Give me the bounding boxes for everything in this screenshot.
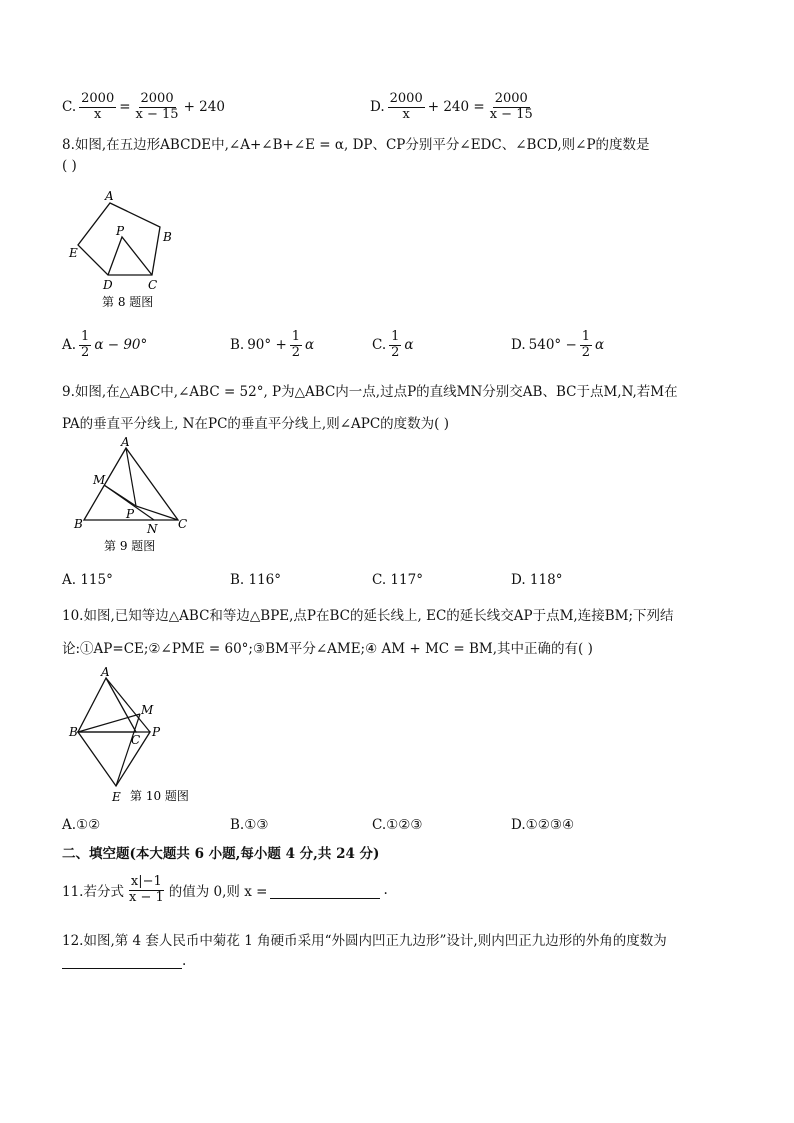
section-heading: 二、填空题(本大题共 6 小题,每小题 4 分,共 24 分) (62, 846, 380, 862)
q11-stem: 11.若分式 $\frac{x|-1}{x - 1}$ 的值为 0,则 x = . (62, 874, 388, 905)
fraction: $\frac{2000}{x - 15}$ (135, 91, 179, 122)
segment-em (116, 714, 140, 786)
option-label: D. (370, 99, 385, 116)
answer-blank[interactable] (62, 952, 182, 969)
fraction: $\frac{1}{2}$ (291, 329, 301, 360)
q10-figure (66, 664, 206, 809)
q12-stem: 12.如图,第 4 套人民币中菊花 1 角硬币采用“外圆内凹正九边形”设计,则内凹正九边形的外角的度数为 (62, 933, 667, 949)
pentagon-abcde (78, 203, 160, 275)
fraction: $\frac{2000}{x}$ (81, 91, 115, 122)
figure-caption: 第 10 题图 (130, 789, 189, 803)
label-a: A (105, 189, 114, 203)
label-e: E (112, 790, 121, 804)
segment-mp (104, 485, 136, 506)
answer-blank[interactable] (270, 882, 380, 899)
fraction: $\frac{2000}{x - 15}$ (489, 91, 533, 122)
q10-stem-line2: 论:①AP=CE;②∠PME = 60°;③BM平分∠AME;④ AM + MC = BM,其中正确的有( ) (62, 641, 593, 657)
q10-option-d: D.①②③④ (511, 817, 575, 833)
label-c: C (178, 517, 188, 531)
q9-option-c: C. 117° (372, 572, 423, 588)
segment-pc (136, 506, 178, 520)
label-e: E (69, 246, 78, 260)
figure-caption: 第 9 题图 (104, 539, 156, 553)
q8-option-c: C. $\frac{1}{2}$ α (372, 329, 414, 360)
q8-figure (62, 185, 192, 315)
q7-option-d: D. $\frac{2000}{x}$ + 240 = $\frac{2000}{x - 15}$ (370, 91, 533, 122)
q9-option-b: B. 116° (230, 572, 282, 588)
label-p: P (126, 507, 135, 521)
q12-answer-line: . (62, 952, 186, 969)
label-p: P (152, 725, 161, 739)
figure-caption: 第 8 题图 (102, 295, 154, 309)
label-d: D (103, 278, 113, 292)
fraction: $\frac{x|-1}{x - 1}$ (128, 874, 164, 905)
q10-stem-line1: 10.如图,已知等边△ABC和等边△BPE,点P在BC的延长线上, EC的延长线交AP于点M,连接BM;下列结 (62, 608, 674, 624)
fraction: $\frac{1}{2}$ (391, 329, 400, 360)
segment-pa (126, 448, 136, 506)
q8-option-a: A. $\frac{1}{2}$ α − 90° (62, 329, 148, 360)
q10-option-c: C.①②③ (372, 817, 423, 833)
q9-option-a: A. 115° (62, 572, 113, 588)
label-m: M (141, 703, 154, 717)
bisectors-dp-cp (108, 237, 152, 275)
label-n: N (147, 522, 158, 536)
fraction: $\frac{1}{2}$ (581, 329, 591, 360)
q8-option-d: D. 540° − $\frac{1}{2}$ α (511, 329, 605, 360)
option-label: C. (62, 99, 77, 116)
label-b: B (69, 725, 78, 739)
label-b: B (74, 517, 83, 531)
label-b: B (163, 230, 172, 244)
q9-option-d: D. 118° (511, 572, 563, 588)
q10-option-b: B.①③ (230, 817, 269, 833)
label-a: A (101, 665, 110, 679)
label-p: P (116, 224, 125, 238)
q8-option-b: B. 90° + $\frac{1}{2}$ α (230, 329, 315, 360)
q9-stem-line2: PA的垂直平分线上, N在PC的垂直平分线上,则∠APC的度数为( ) (62, 416, 449, 432)
q10-option-a: A.①② (62, 817, 101, 833)
fraction: $\frac{1}{2}$ (81, 329, 90, 360)
label-c: C (131, 733, 141, 747)
q8-stem: 8.如图,在五边形ABCDE中,∠A+∠B+∠E = α, DP、CP分别平分∠EDC、∠BCD,则∠P的度数是 (62, 137, 650, 153)
label-a: A (121, 435, 130, 449)
q9-figure (66, 434, 206, 559)
label-c: C (148, 278, 158, 292)
q8-answer-paren: ( ) (62, 158, 77, 174)
q7-option-c: C. $\frac{2000}{x}$ = $\frac{2000}{x - 15}$ + 240 (62, 91, 225, 122)
q9-stem-line1: 9.如图,在△ABC中,∠ABC = 52°, P为△ABC内一点,过点P的直线MN分别交AB、BC于点M,N,若M在 (62, 384, 678, 400)
fraction: $\frac{2000}{x}$ (389, 91, 423, 122)
label-m: M (93, 473, 106, 487)
